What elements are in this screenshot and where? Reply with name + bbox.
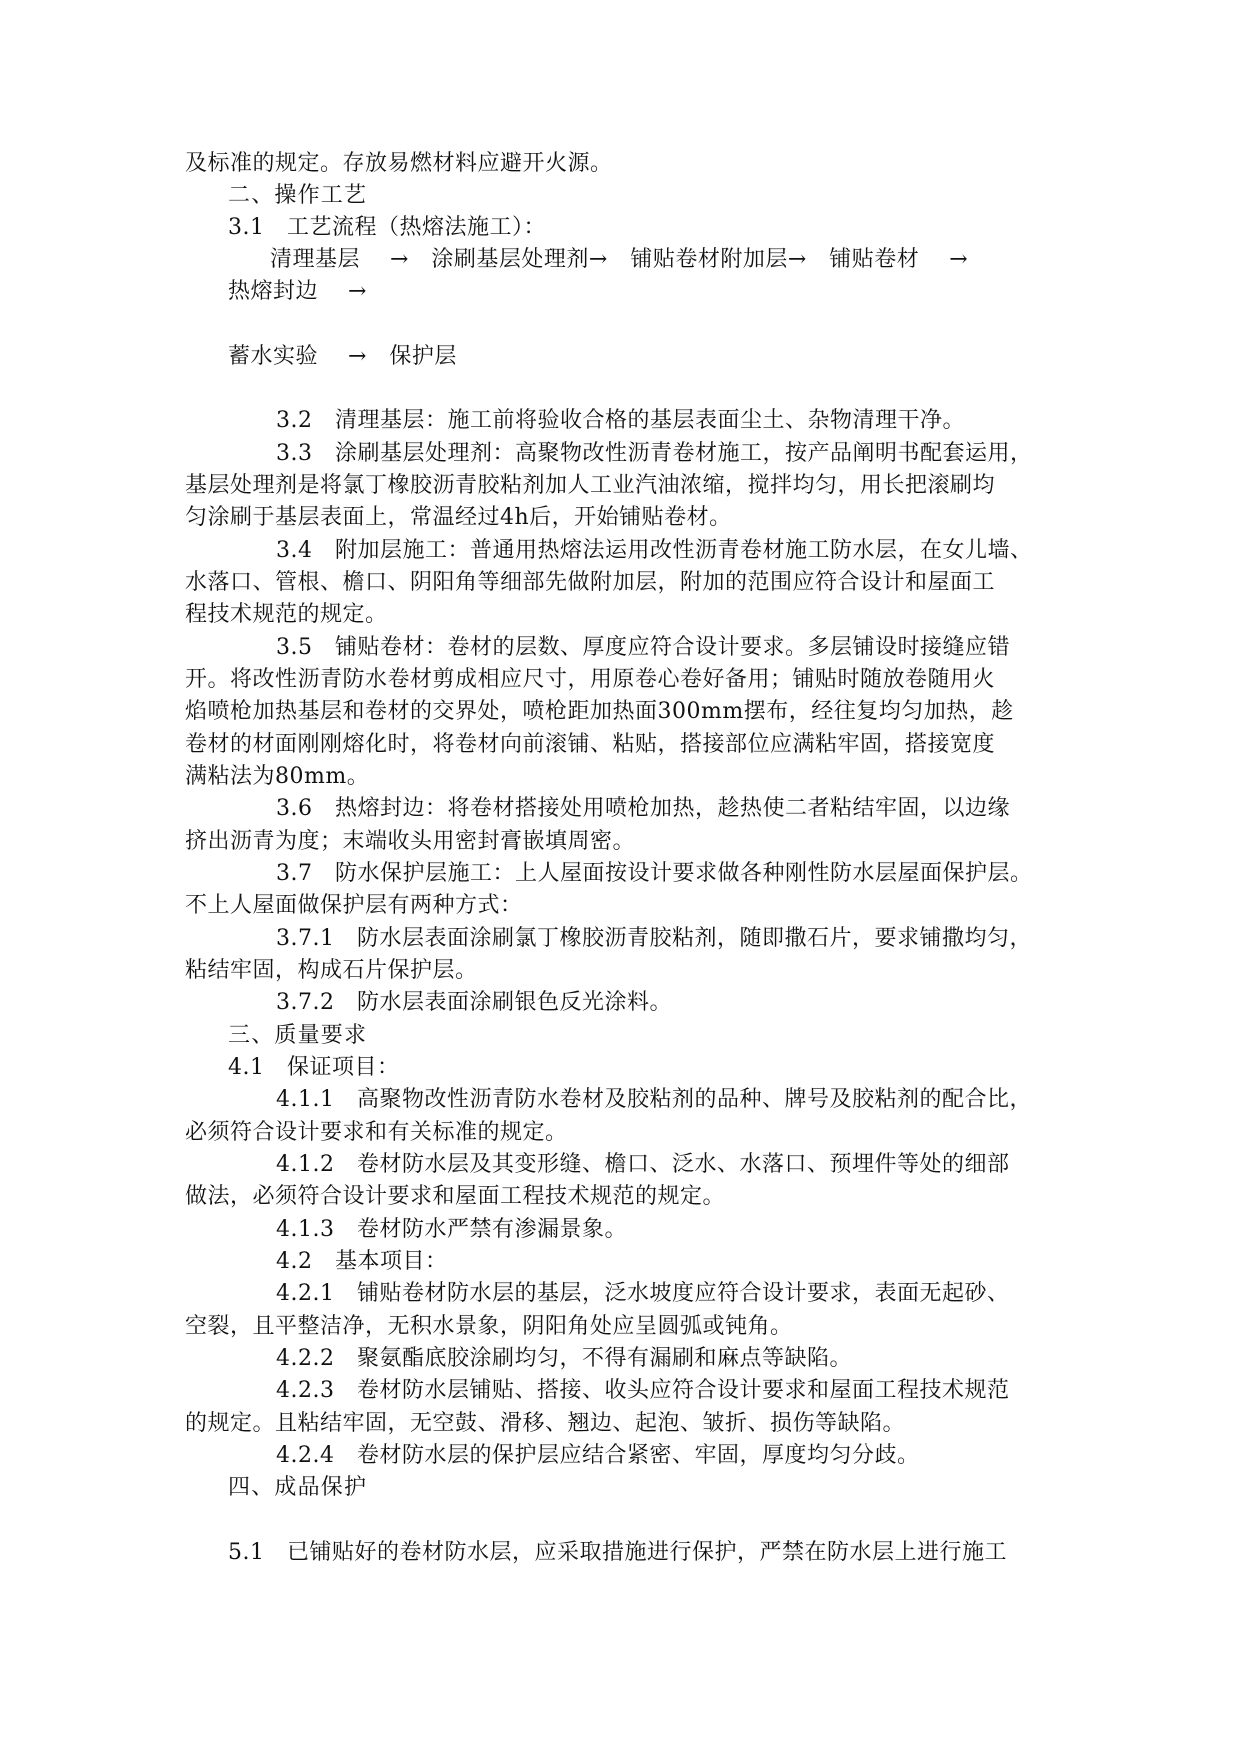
- flow-step-line: 蓄水实验 → 保护层: [228, 344, 457, 369]
- text-line: 焰喷枪加热基层和卷材的交界处，喷枪距加热面300mm摆布，经往复均匀加热，趁: [185, 699, 1014, 724]
- text-line: 匀涂刷于基层表面上，常温经过4h后，开始铺贴卷材。: [185, 505, 732, 530]
- text-line: 满粘法为80mm。: [185, 764, 370, 789]
- text-line: 空裂，且平整洁净，无积水景象，阴阳角处应呈圆弧或钝角。: [185, 1314, 793, 1339]
- section-heading: 三、质量要求: [228, 1023, 368, 1048]
- flow-step-line: 清理基层 → 涂刷基层处理剂→ 铺贴卷材附加层→ 铺贴卷材 →: [270, 247, 969, 272]
- text-line: 4.2.4 卷材防水层的保护层应结合紧密、牢固，厚度均匀分歧。: [276, 1443, 920, 1468]
- text-line: 3.7 防水保护层施工：上人屋面按设计要求做各种刚性防水层屋面保护层。: [276, 861, 1033, 886]
- text-line: 程技术规范的规定。: [185, 602, 388, 627]
- text-line: 基层处理剂是将氯丁橡胶沥青胶粘剂加人工业汽油浓缩，搅拌均匀，用长把滚刷均: [185, 473, 996, 498]
- text-line: 卷材的材面刚刚熔化时，将卷材向前滚铺、粘贴，搭接部位应满粘牢固，搭接宽度: [185, 732, 996, 757]
- text-line: 水落口、管根、檐口、阴阳角等细部先做附加层，附加的范围应符合设计和屋面工: [185, 570, 996, 595]
- text-line: 做法，必须符合设计要求和屋面工程技术规范的规定。: [185, 1184, 726, 1209]
- text-line: 3.7.1 防水层表面涂刷氯丁橡胶沥青胶粘剂，随即撒石片，要求铺撒均匀，: [276, 926, 1032, 951]
- text-line: 不上人屋面做保护层有两种方式：: [185, 893, 523, 918]
- text-line: 3.5 铺贴卷材：卷材的层数、厚度应符合设计要求。多层铺设时接缝应错: [276, 635, 1010, 660]
- text-line: 4.1 保证项目：: [228, 1055, 400, 1080]
- text-line: 4.2.2 聚氨酯底胶涂刷均匀，不得有漏刷和麻点等缺陷。: [276, 1346, 852, 1371]
- section-heading: 四、成品保护: [228, 1475, 368, 1500]
- text-line: 4.2.1 铺贴卷材防水层的基层，泛水坡度应符合设计要求，表面无起砂、: [276, 1281, 1010, 1306]
- text-line: 3.4 附加层施工：普通用热熔法运用改性沥青卷材施工防水层，在女儿墙、: [276, 538, 1033, 563]
- text-line: 3.6 热熔封边：将卷材搭接处用喷枪加热，趁热使二者粘结牢固，以边缘: [276, 796, 1010, 821]
- section-heading: 二、操作工艺: [228, 183, 368, 208]
- text-line: 4.1.1 高聚物改性沥青防水卷材及胶粘剂的品种、牌号及胶粘剂的配合比，: [276, 1087, 1032, 1112]
- flow-step-line: 热熔封边 →: [228, 279, 367, 304]
- text-line: 4.2.3 卷材防水层铺贴、搭接、收头应符合设计要求和屋面工程技术规范: [276, 1378, 1010, 1403]
- text-line: 的规定。且粘结牢固，无空鼓、滑移、翘边、起泡、皱折、损伤等缺陷。: [185, 1411, 906, 1436]
- text-line: 3.1 工艺流程（热熔法施工）：: [228, 215, 546, 240]
- text-line: 4.1.2 卷材防水层及其变形缝、檐口、泛水、水落口、预埋件等处的细部: [276, 1152, 1010, 1177]
- text-line: 开。将改性沥青防水卷材剪成相应尺寸，用原卷心卷好备用；铺贴时随放卷随用火: [185, 667, 996, 692]
- text-line: 及标准的规定。存放易燃材料应避开火源。: [185, 151, 613, 176]
- text-line: 粘结牢固，构成石片保护层。: [185, 958, 478, 983]
- text-line: 5.1 已铺贴好的卷材防水层，应采取措施进行保护，严禁在防水层上进行施工: [228, 1540, 1007, 1565]
- text-line: 3.3 涂刷基层处理剂：高聚物改性沥青卷材施工，按产品阐明书配套运用，: [276, 441, 1033, 466]
- text-line: 挤出沥青为度；末端收头用密封膏嵌填周密。: [185, 829, 636, 854]
- text-line: 4.1.3 卷材防水严禁有渗漏景象。: [276, 1217, 627, 1242]
- text-line: 4.2 基本项目：: [276, 1249, 448, 1274]
- text-line: 必须符合设计要求和有关标准的规定。: [185, 1120, 568, 1145]
- text-line: 3.2 清理基层：施工前将验收合格的基层表面尘土、杂物清理干净。: [276, 408, 965, 433]
- text-line: 3.7.2 防水层表面涂刷银色反光涂料。: [276, 990, 672, 1015]
